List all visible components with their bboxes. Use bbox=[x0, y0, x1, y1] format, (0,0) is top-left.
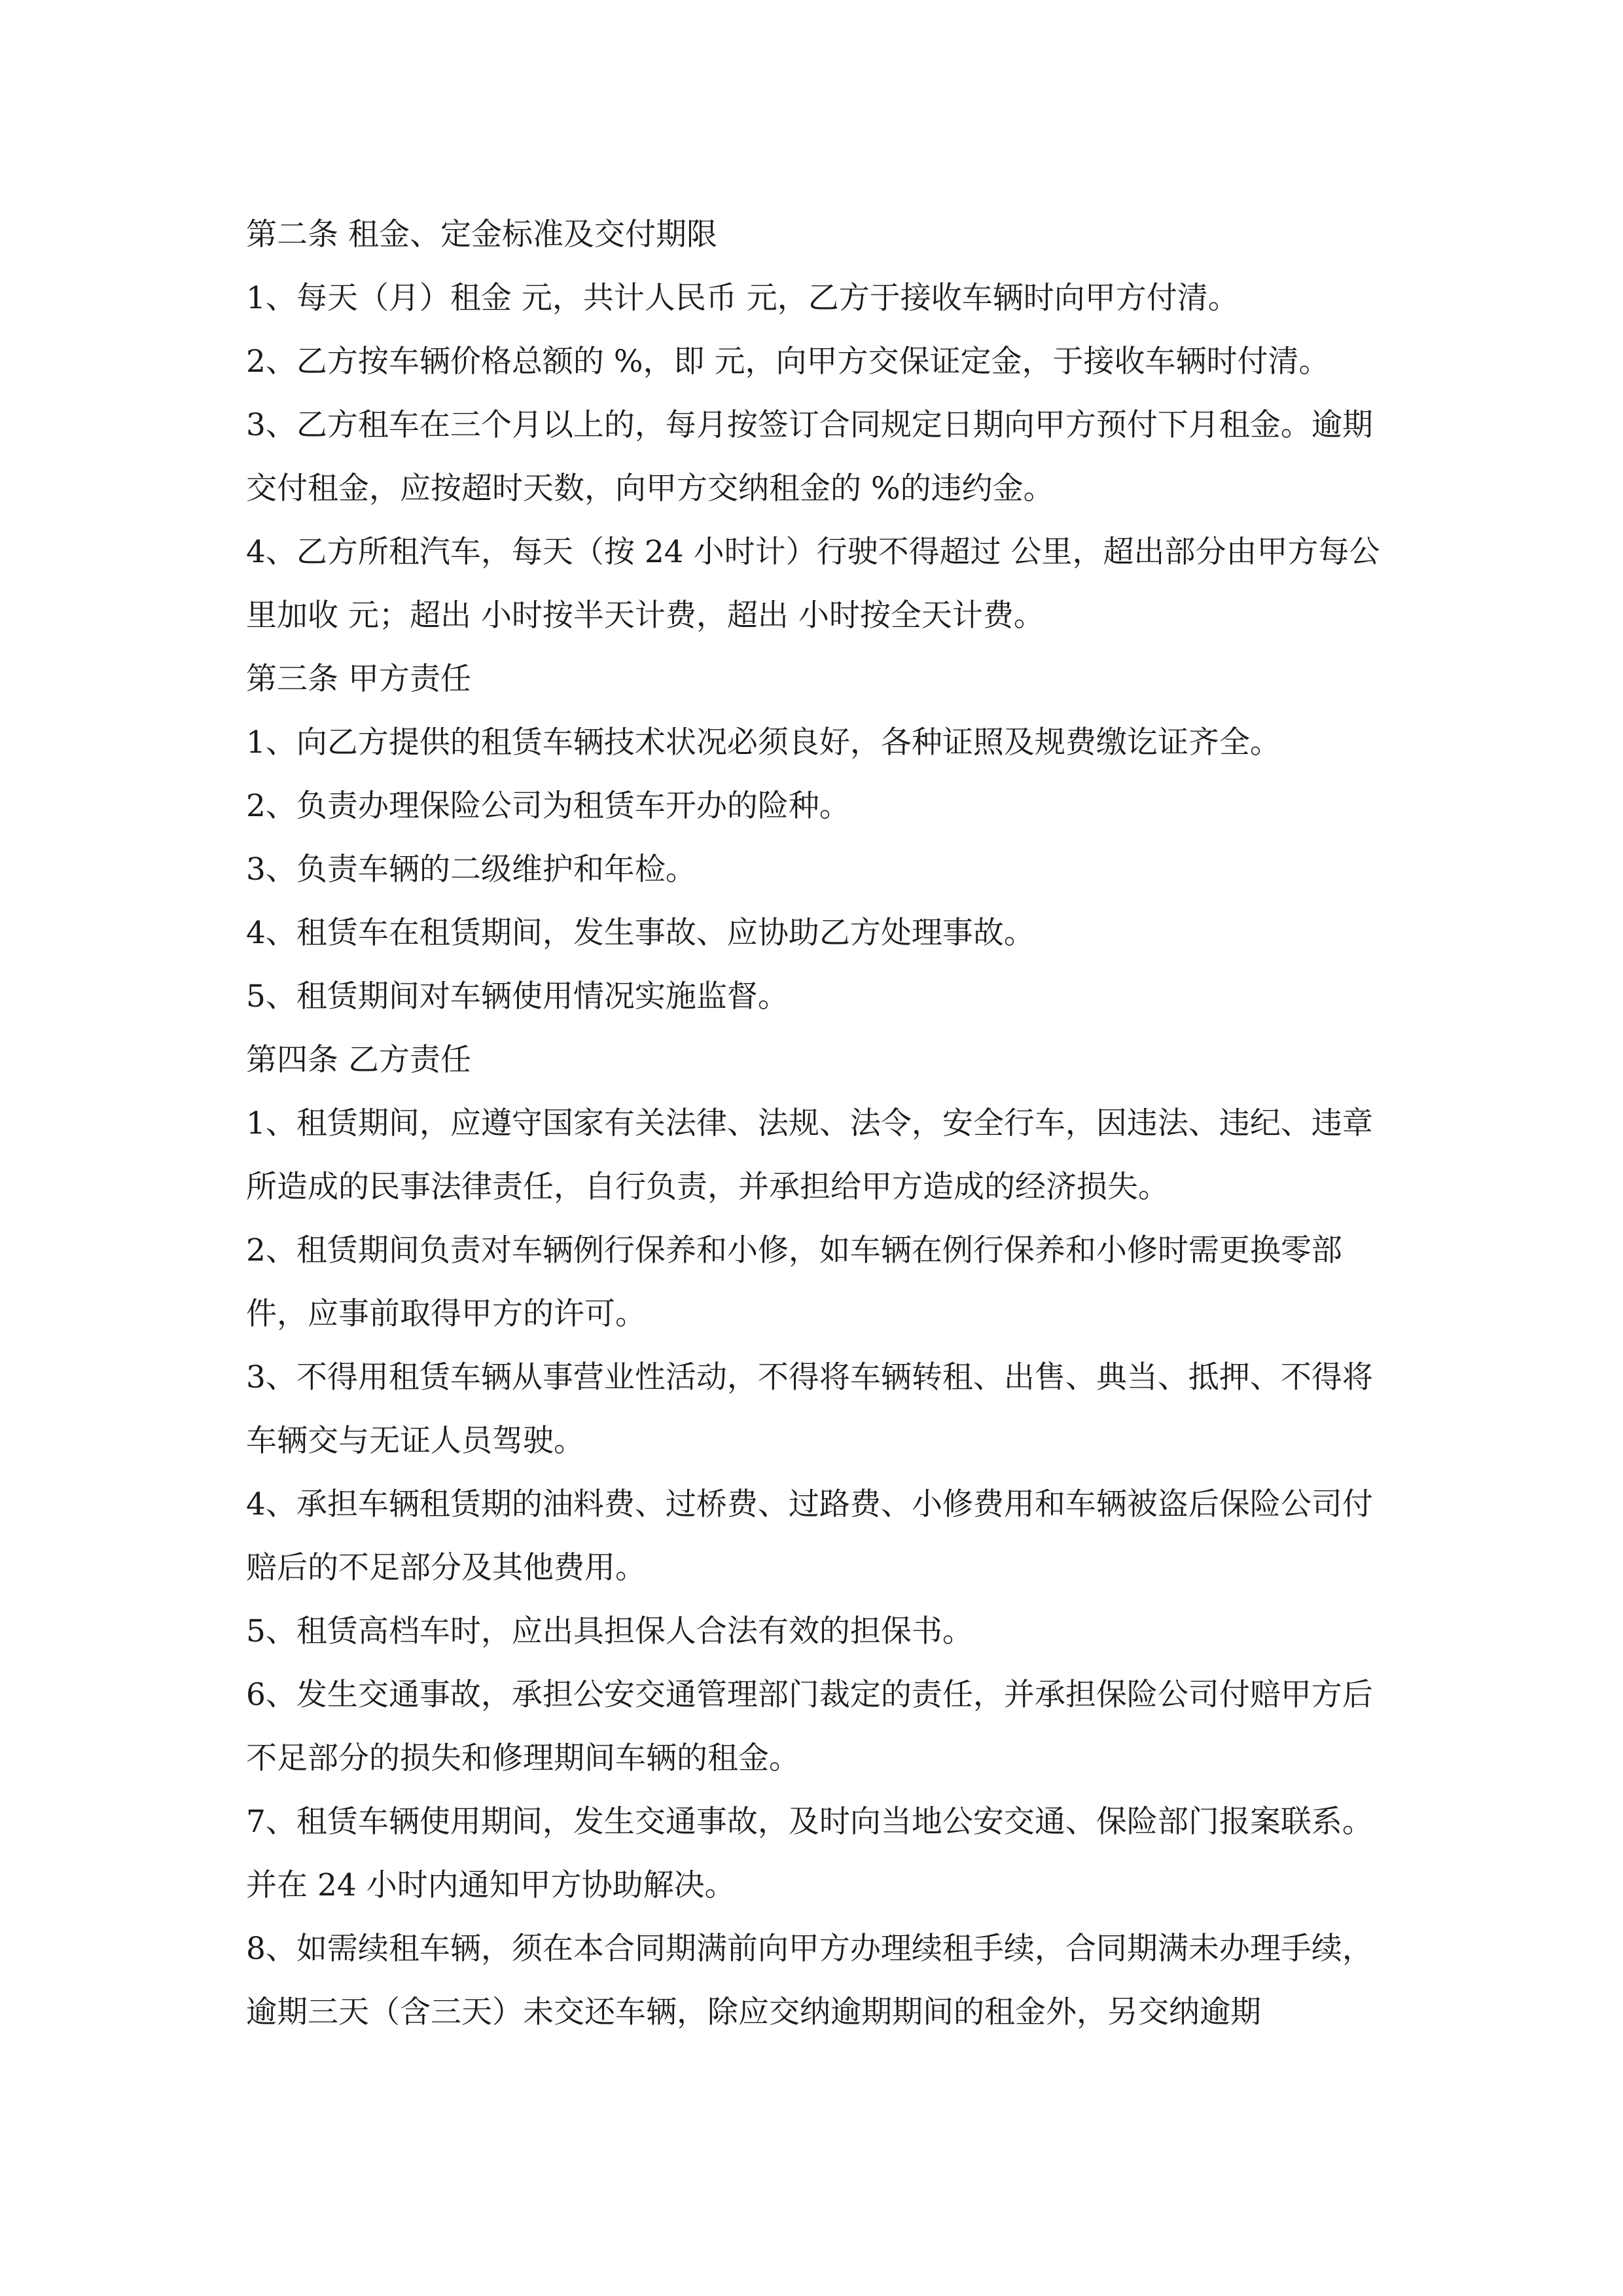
article-3-heading: 第三条 甲方责任 bbox=[246, 661, 471, 697]
article-3-item-2: 2、负责办理保险公司为租赁车开办的险种。 bbox=[246, 788, 850, 824]
article-4-heading: 第四条 乙方责任 bbox=[246, 1042, 471, 1078]
article-2-item-1: 1、每天（月）租金 元，共计人民币 元，乙方于接收车辆时向甲方付清。 bbox=[246, 280, 1239, 316]
article-3-item-4: 4、租赁车在租赁期间，发生事故、应协助乙方处理事故。 bbox=[246, 915, 1035, 951]
article-2-item-2: 2、乙方按车辆价格总额的 %，即 元，向甲方交保证定金，于接收车辆时付清。 bbox=[246, 344, 1330, 380]
article-4-item-6: 6、发生交通事故，承担公安交通管理部门裁定的责任，并承担保险公司付赔甲方后不足部分的损失和修理期间车辆的租金。 bbox=[246, 1677, 1373, 1776]
article-4-item-4: 4、承担车辆租赁期的油料费、过桥费、过路费、小修费用和车辆被盗后保险公司付赔后的不足部分及其他费用。 bbox=[246, 1486, 1373, 1586]
article-3-item-1: 1、向乙方提供的租赁车辆技术状况必须良好，各种证照及规费缴讫证齐全。 bbox=[246, 725, 1281, 761]
article-3-item-5: 5、租赁期间对车辆使用情况实施监督。 bbox=[246, 978, 789, 1014]
article-2-item-4: 4、乙方所租汽车，每天（按 24 小时计）行驶不得超过 公里，超出部分由甲方每公里加收 元；超出 小时按半天计费，超出 小时按全天计费。 bbox=[246, 534, 1380, 634]
article-2-heading: 第二条 租金、定金标准及交付期限 bbox=[246, 217, 717, 253]
article-4-item-5: 5、租赁高档车时，应出具担保人合法有效的担保书。 bbox=[246, 1613, 973, 1649]
contract-body bbox=[246, 203, 1385, 2044]
article-3-item-3: 3、负责车辆的二级维护和年检。 bbox=[246, 852, 696, 888]
article-4-item-7: 7、租赁车辆使用期间，发生交通事故，及时向当地公安交通、保险部门报案联系。并在 24 小时内通知甲方协助解决。 bbox=[246, 1804, 1373, 1903]
article-4-item-8: 8、如需续租车辆，须在本合同期满前向甲方办理续租手续，合同期满未办理手续，逾期三天（含三天）未交还车辆，除应交纳逾期期间的租金外，另交纳逾期 bbox=[246, 1931, 1373, 2030]
article-4-item-3: 3、不得用租赁车辆从事营业性活动，不得将车辆转租、出售、典当、抵押、不得将车辆交与无证人员驾驶。 bbox=[246, 1359, 1373, 1459]
article-4-item-2: 2、租赁期间负责对车辆例行保养和小修，如车辆在例行保养和小修时需更换零部件，应事前取得甲方的许可。 bbox=[246, 1232, 1342, 1332]
article-4-item-1: 1、租赁期间，应遵守国家有关法律、法规、法令，安全行车，因违法、违纪、违章所造成的民事法律责任，自行负责，并承担给甲方造成的经济损失。 bbox=[246, 1105, 1373, 1205]
article-2-item-3: 3、乙方租车在三个月以上的，每月按签订合同规定日期向甲方预付下月租金。逾期交付租金，应按超时天数，向甲方交纳租金的 %的违约金。 bbox=[246, 407, 1373, 507]
